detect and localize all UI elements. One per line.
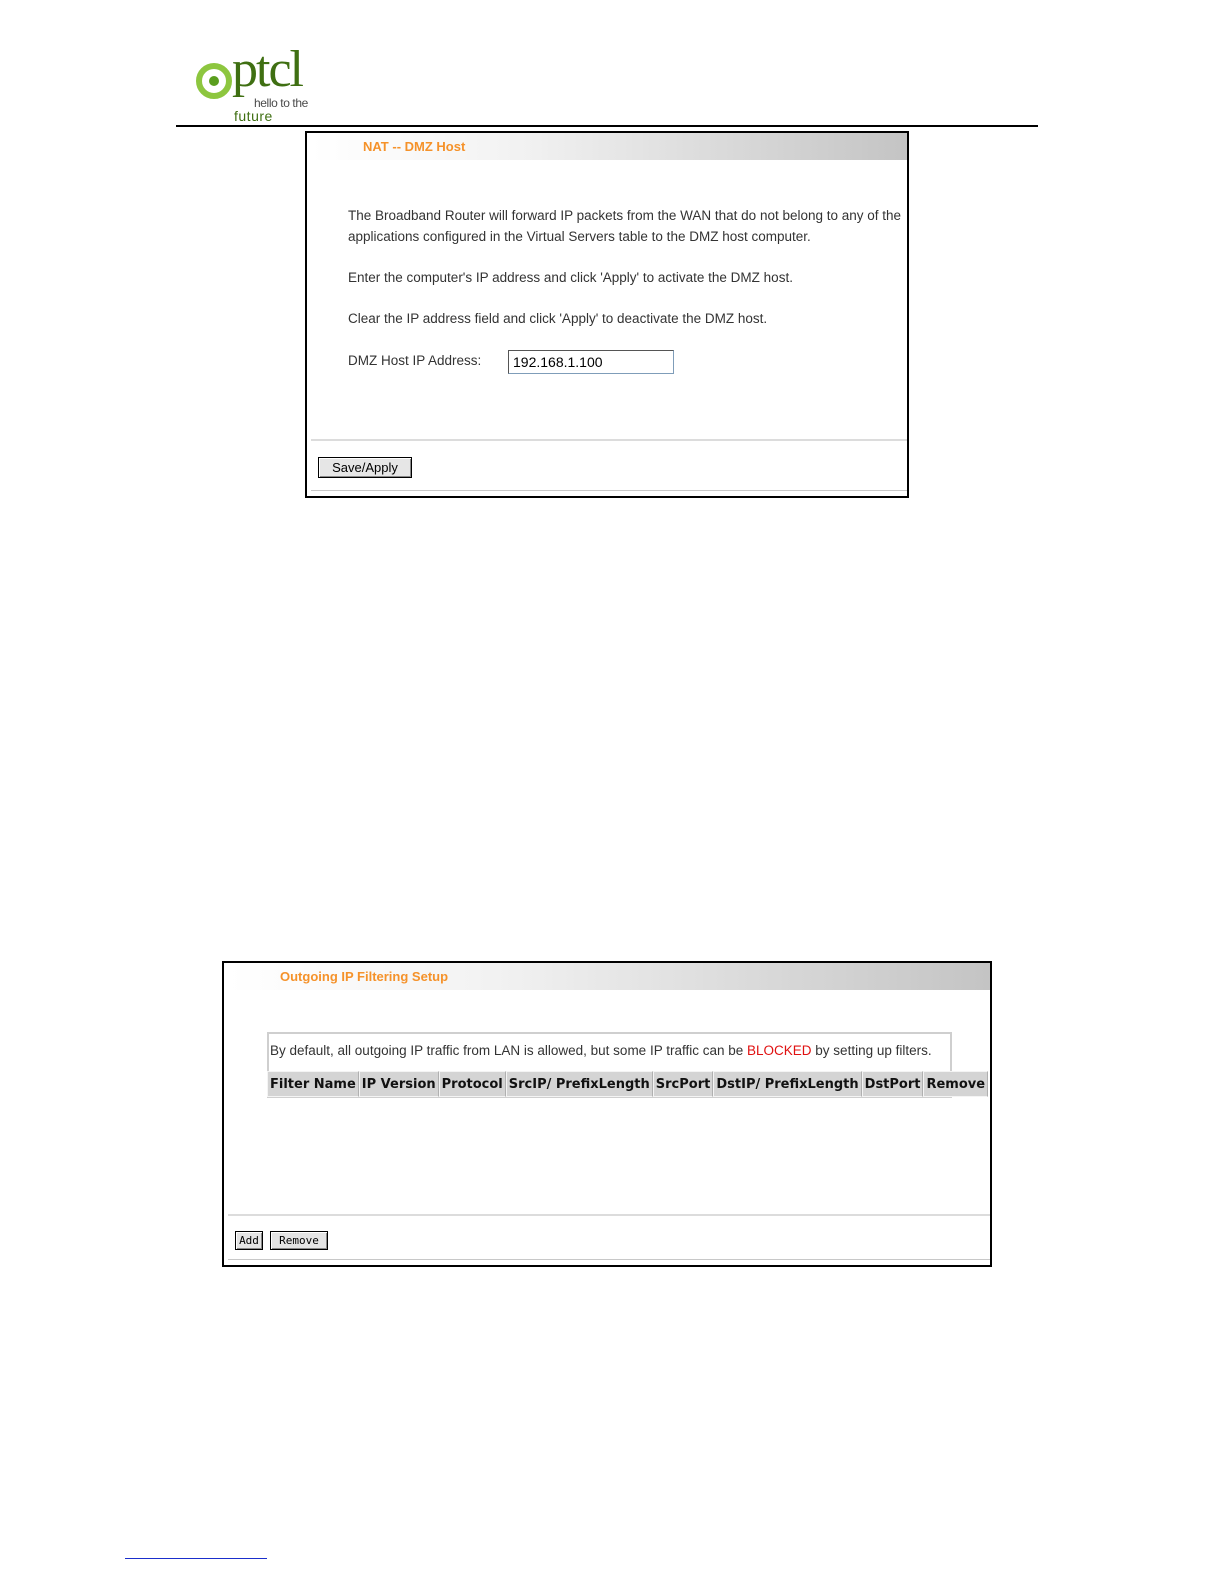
col-src-ip: SrcIP/ PrefixLength [506,1071,653,1097]
dmz-description: The Broadband Router will forward IP packets from the WAN that do not belong to any of the applications configured in the Virtual Servers table to the DMZ host computer. [348,208,902,244]
col-filter-name: Filter Name [267,1071,359,1097]
panel-title: Outgoing IP Filtering Setup [228,963,990,990]
panel-divider [228,1214,990,1216]
table-header-row [267,1071,988,1097]
dmz-host-panel [305,131,909,498]
filter-table-container [267,1032,986,1098]
panel-divider [311,439,907,441]
panel-footer-line [228,1259,990,1260]
add-filter-button[interactable]: Add [235,1231,263,1250]
remove-filter-button[interactable]: Remove [270,1231,328,1250]
col-remove: Remove [923,1071,988,1097]
col-dst-port: DstPort [862,1071,924,1097]
ptcl-logo [194,41,324,126]
dmz-deactivate-instruction: Clear the IP address field and click 'Apply' to deactivate the DMZ host. [348,311,768,326]
col-dst-ip: DstIP/ PrefixLength [713,1071,861,1097]
save-apply-button[interactable]: Save/Apply [318,457,412,478]
panel-title: NAT -- DMZ Host [311,133,907,160]
dmz-ip-input[interactable] [508,350,674,374]
blocked-label: BLOCKED [747,1043,812,1058]
ip-filtering-panel [222,961,992,1267]
filter-note: By default, all outgoing IP traffic from LAN is allowed, but some IP traffic can be BLOCKED by setting up filters. [270,1043,932,1058]
logo-tagline-future: future [234,108,273,124]
footer-link-underline [125,1558,267,1559]
col-src-port: SrcPort [653,1071,714,1097]
logo-tagline: hello to the [254,96,308,110]
filter-table [267,1071,988,1097]
col-protocol: Protocol [439,1071,506,1097]
dmz-ip-label: DMZ Host IP Address: [348,353,482,368]
logo-ring-icon [196,63,232,99]
logo-wordmark: ptcl [232,41,302,98]
header-divider [176,125,1038,127]
dmz-activate-instruction: Enter the computer's IP address and click 'Apply' to activate the DMZ host. [348,270,793,285]
col-ip-version: IP Version [359,1071,439,1097]
panel-footer-line [311,490,907,491]
